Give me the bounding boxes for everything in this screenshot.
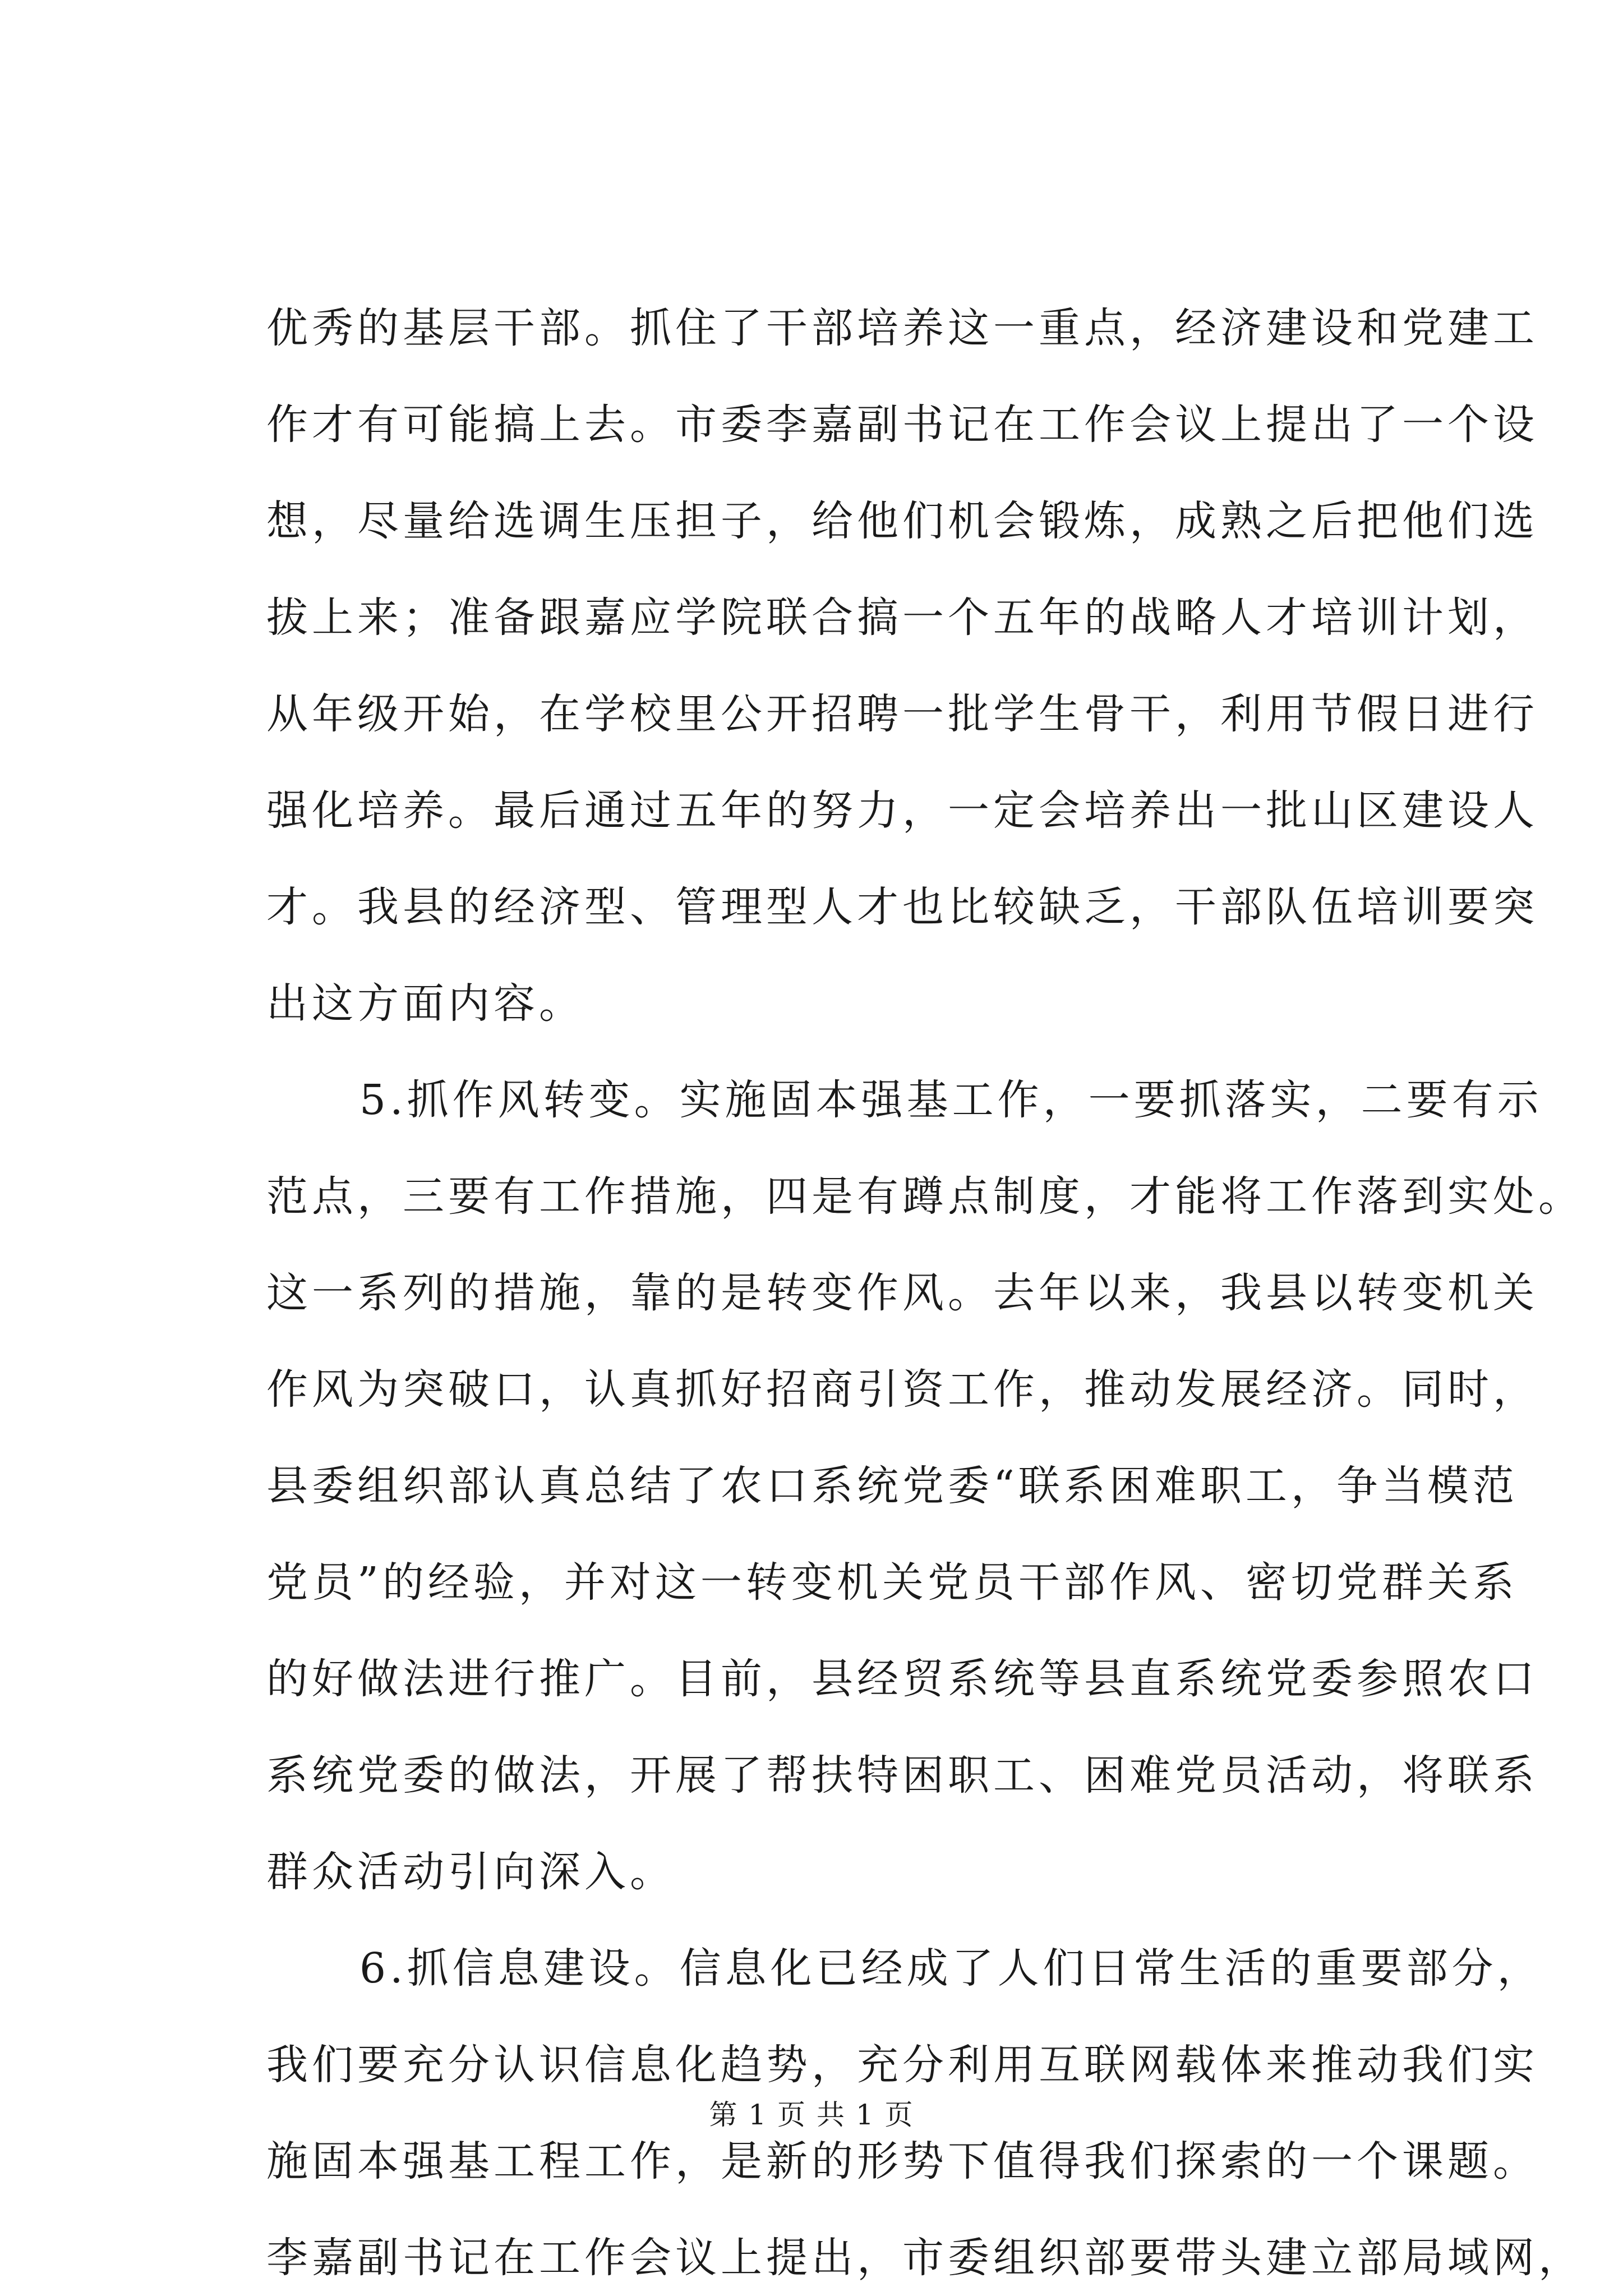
- paragraph-line: 党员”的经验，并对这一转变机关党员干部作风、密切党群关系: [266, 1558, 1518, 1607]
- paragraph-line: 群众活动引向深入。: [266, 1848, 675, 1896]
- paragraph-line: 的好做法进行推广。目前，县经贸系统等县直系统党委参照农口: [266, 1655, 1538, 1703]
- paragraph-line: 优秀的基层干部。抓住了干部培养这一重点，经济建设和党建工: [266, 304, 1538, 352]
- paragraph-line: 才。我县的经济型、管理型人才也比较缺乏，干部队伍培训要突: [266, 883, 1538, 931]
- paragraph-line: 范点，三要有工作措施，四是有蹲点制度，才能将工作落到实处。: [266, 1172, 1584, 1221]
- paragraph-line: 想，尽量给选调生压担子，给他们机会锻炼，成熟之后把他们选: [266, 497, 1538, 545]
- paragraph-line: 拔上来；准备跟嘉应学院联合搞一个五年的战略人才培训计划，: [266, 593, 1538, 642]
- paragraph-line: 县委组织部认真总结了农口系统党委“联系困难职工，争当模范: [266, 1462, 1518, 1510]
- paragraph-line: 作才有可能搞上去。市委李嘉副书记在工作会议上提出了一个设: [266, 401, 1538, 449]
- paragraph-line: 系统党委的做法，开展了帮扶特困职工、困难党员活动，将联系: [266, 1751, 1538, 1800]
- paragraph-line: 施固本强基工程工作，是新的形势下值得我们探索的一个课题。: [266, 2137, 1538, 2185]
- paragraph-line: 出这方面内容。: [266, 979, 584, 1028]
- page-number-footer: 第 1 页 共 1 页: [709, 2099, 914, 2131]
- paragraph-line: 作风为突破口，认真抓好招商引资工作，推动发展经济。同时，: [266, 1365, 1538, 1414]
- paragraph-line: 这一系列的措施，靠的是转变作风。去年以来，我县以转变机关: [266, 1269, 1538, 1317]
- paragraph-first-line: 5.抓作风转变。实施固本强基工作，一要抓落实，二要有示: [359, 1076, 1543, 1124]
- paragraph-line: 李嘉副书记在工作会议上提出，市委组织部要带头建立部局域网，: [266, 2234, 1584, 2282]
- paragraph-first-line: 6.抓信息建设。信息化已经成了人们日常生活的重要部分，: [359, 1944, 1543, 1993]
- paragraph-line: 从年级开始，在学校里公开招聘一批学生骨干，利用节假日进行: [266, 690, 1538, 738]
- paragraph-line: 我们要充分认识信息化趋势，充分利用互联网载体来推动我们实: [266, 2041, 1538, 2089]
- paragraph-line: 强化培养。最后通过五年的努力，一定会培养出一批山区建设人: [266, 786, 1538, 835]
